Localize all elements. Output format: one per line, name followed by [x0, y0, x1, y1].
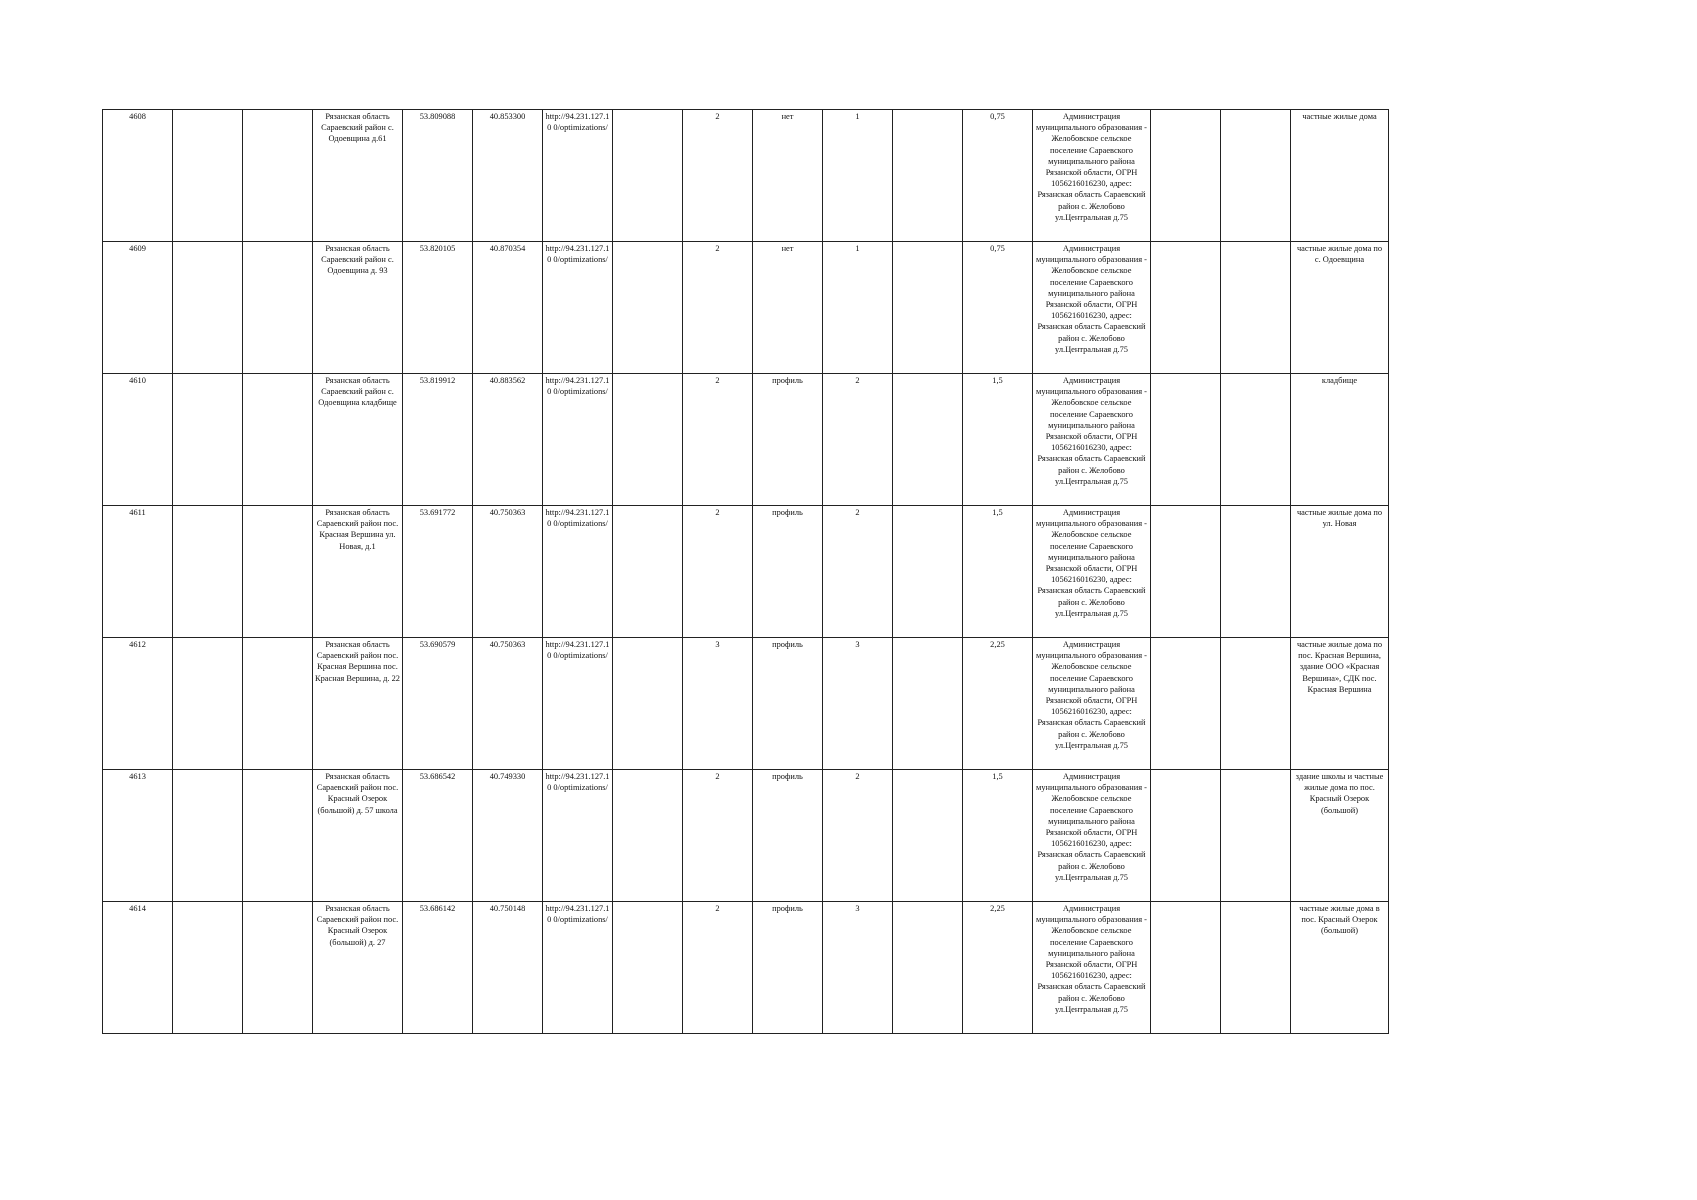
cell-url: http://94.231.127.10 0/optimizations/	[543, 770, 613, 902]
cell-address: Рязанская область Сараевский район с. Одоевщина д.61	[313, 110, 403, 242]
cell-empty-1	[173, 374, 243, 506]
cell-url: http://94.231.127.10 0/optimizations/	[543, 242, 613, 374]
cell-owner: Администрация муниципального образования - Желобовское сельское поселение Сараевского муниципального района Рязанской области, ОГРН 1056216016230, адрес: Рязанская область Сараевский район с. Желобово ул.Центральная д.75	[1033, 374, 1151, 506]
cell-latitude: 53.686542	[403, 770, 473, 902]
cell-empty-6	[1221, 374, 1291, 506]
cell-empty-4	[893, 638, 963, 770]
cell-count-2: 2	[823, 770, 893, 902]
cell-id: 4612	[103, 638, 173, 770]
cell-containers-count: 2	[683, 242, 753, 374]
cell-longitude: 40.853300	[473, 110, 543, 242]
table-row	[103, 638, 1389, 770]
cell-id: 4613	[103, 770, 173, 902]
cell-empty-4	[893, 770, 963, 902]
cell-address: Рязанская область Сараевский район пос. Красный Озерок (большой) д. 27	[313, 902, 403, 1034]
cell-latitude: 53.819912	[403, 374, 473, 506]
cell-longitude: 40.750363	[473, 638, 543, 770]
cell-empty-6	[1221, 902, 1291, 1034]
table-row	[103, 242, 1389, 374]
cell-count-2: 1	[823, 110, 893, 242]
cell-url: http://94.231.127.10 0/optimizations/	[543, 638, 613, 770]
cell-empty-3	[613, 242, 683, 374]
cell-longitude: 40.750363	[473, 506, 543, 638]
cell-empty-3	[613, 506, 683, 638]
cell-empty-4	[893, 374, 963, 506]
table-row	[103, 506, 1389, 638]
cell-containers-count: 2	[683, 770, 753, 902]
cell-volume: 0,75	[963, 110, 1033, 242]
cell-sources: частные жилые дома по ул. Новая	[1291, 506, 1389, 638]
cell-count-2: 1	[823, 242, 893, 374]
cell-empty-4	[893, 242, 963, 374]
cell-latitude: 53.690579	[403, 638, 473, 770]
cell-volume: 2,25	[963, 638, 1033, 770]
cell-longitude: 40.870354	[473, 242, 543, 374]
cell-empty-1	[173, 506, 243, 638]
cell-address: Рязанская область Сараевский район пос. Красная Вершина пос. Красная Вершина, д. 22	[313, 638, 403, 770]
cell-empty-5	[1151, 374, 1221, 506]
cell-empty-4	[893, 902, 963, 1034]
cell-empty-2	[243, 242, 313, 374]
cell-url: http://94.231.127.10 0/optimizations/	[543, 110, 613, 242]
cell-empty-4	[893, 506, 963, 638]
cell-owner: Администрация муниципального образования - Желобовское сельское поселение Сараевского муниципального района Рязанской области, ОГРН 1056216016230, адрес: Рязанская область Сараевский район с. Желобово ул.Центральная д.75	[1033, 638, 1151, 770]
cell-latitude: 53.686142	[403, 902, 473, 1034]
cell-empty-5	[1151, 110, 1221, 242]
cell-volume: 2,25	[963, 902, 1033, 1034]
cell-container-type: профиль	[753, 770, 823, 902]
cell-sources: частные жилые дома по с. Одоевщина	[1291, 242, 1389, 374]
cell-empty-3	[613, 770, 683, 902]
cell-longitude: 40.750148	[473, 902, 543, 1034]
cell-owner: Администрация муниципального образования - Желобовское сельское поселение Сараевского муниципального района Рязанской области, ОГРН 1056216016230, адрес: Рязанская область Сараевский район с. Желобово ул.Центральная д.75	[1033, 770, 1151, 902]
registry-table	[102, 109, 1389, 1034]
cell-container-type: нет	[753, 242, 823, 374]
cell-id: 4610	[103, 374, 173, 506]
cell-latitude: 53.820105	[403, 242, 473, 374]
cell-empty-6	[1221, 770, 1291, 902]
cell-empty-2	[243, 110, 313, 242]
cell-empty-2	[243, 374, 313, 506]
cell-container-type: профиль	[753, 638, 823, 770]
cell-volume: 1,5	[963, 374, 1033, 506]
cell-containers-count: 2	[683, 374, 753, 506]
cell-address: Рязанская область Сараевский район пос. Красный Озерок (большой) д. 57 школа	[313, 770, 403, 902]
cell-id: 4611	[103, 506, 173, 638]
cell-sources: кладбище	[1291, 374, 1389, 506]
cell-empty-1	[173, 242, 243, 374]
cell-count-2: 3	[823, 638, 893, 770]
cell-empty-6	[1221, 242, 1291, 374]
table-row	[103, 770, 1389, 902]
cell-empty-3	[613, 110, 683, 242]
cell-url: http://94.231.127.10 0/optimizations/	[543, 374, 613, 506]
cell-id: 4614	[103, 902, 173, 1034]
cell-url: http://94.231.127.10 0/optimizations/	[543, 506, 613, 638]
cell-id: 4608	[103, 110, 173, 242]
cell-container-type: нет	[753, 110, 823, 242]
cell-empty-1	[173, 770, 243, 902]
table-row	[103, 374, 1389, 506]
cell-volume: 0,75	[963, 242, 1033, 374]
cell-empty-2	[243, 638, 313, 770]
cell-sources: частные жилые дома	[1291, 110, 1389, 242]
cell-address: Рязанская область Сараевский район с. Одоевщина д. 93	[313, 242, 403, 374]
cell-empty-6	[1221, 506, 1291, 638]
table-row	[103, 110, 1389, 242]
cell-sources: частные жилые дома в пос. Красный Озерок (большой)	[1291, 902, 1389, 1034]
cell-owner: Администрация муниципального образования - Желобовское сельское поселение Сараевского муниципального района Рязанской области, ОГРН 1056216016230, адрес: Рязанская область Сараевский район с. Желобово ул.Центральная д.75	[1033, 110, 1151, 242]
cell-containers-count: 3	[683, 638, 753, 770]
cell-address: Рязанская область Сараевский район с. Одоевщина кладбище	[313, 374, 403, 506]
cell-container-type: профиль	[753, 374, 823, 506]
cell-count-2: 3	[823, 902, 893, 1034]
cell-empty-5	[1151, 638, 1221, 770]
cell-empty-5	[1151, 770, 1221, 902]
cell-empty-3	[613, 374, 683, 506]
cell-url: http://94.231.127.10 0/optimizations/	[543, 902, 613, 1034]
cell-empty-6	[1221, 638, 1291, 770]
cell-owner: Администрация муниципального образования - Желобовское сельское поселение Сараевского муниципального района Рязанской области, ОГРН 1056216016230, адрес: Рязанская область Сараевский район с. Желобово ул.Центральная д.75	[1033, 242, 1151, 374]
cell-address: Рязанская область Сараевский район пос. Красная Вершина ул. Новая, д.1	[313, 506, 403, 638]
table-row	[103, 902, 1389, 1034]
cell-empty-5	[1151, 902, 1221, 1034]
cell-sources: частные жилые дома по пос. Красная Вершина, здание ООО «Красная Вершина», СДК пос. Красная Вершина	[1291, 638, 1389, 770]
cell-longitude: 40.883562	[473, 374, 543, 506]
cell-count-2: 2	[823, 506, 893, 638]
cell-count-2: 2	[823, 374, 893, 506]
cell-empty-2	[243, 902, 313, 1034]
cell-containers-count: 2	[683, 902, 753, 1034]
cell-container-type: профиль	[753, 902, 823, 1034]
cell-containers-count: 2	[683, 506, 753, 638]
cell-empty-1	[173, 110, 243, 242]
cell-longitude: 40.749330	[473, 770, 543, 902]
cell-empty-5	[1151, 506, 1221, 638]
cell-container-type: профиль	[753, 506, 823, 638]
cell-empty-2	[243, 506, 313, 638]
cell-owner: Администрация муниципального образования - Желобовское сельское поселение Сараевского муниципального района Рязанской области, ОГРН 1056216016230, адрес: Рязанская область Сараевский район с. Желобово ул.Центральная д.75	[1033, 506, 1151, 638]
cell-id: 4609	[103, 242, 173, 374]
cell-volume: 1,5	[963, 506, 1033, 638]
cell-empty-3	[613, 638, 683, 770]
cell-containers-count: 2	[683, 110, 753, 242]
cell-empty-1	[173, 638, 243, 770]
cell-empty-6	[1221, 110, 1291, 242]
cell-empty-2	[243, 770, 313, 902]
cell-volume: 1,5	[963, 770, 1033, 902]
cell-latitude: 53.809088	[403, 110, 473, 242]
cell-sources: здание школы и частные жилые дома по пос. Красный Озерок (большой)	[1291, 770, 1389, 902]
cell-empty-5	[1151, 242, 1221, 374]
cell-latitude: 53.691772	[403, 506, 473, 638]
cell-owner: Администрация муниципального образования - Желобовское сельское поселение Сараевского муниципального района Рязанской области, ОГРН 1056216016230, адрес: Рязанская область Сараевский район с. Желобово ул.Центральная д.75	[1033, 902, 1151, 1034]
cell-empty-3	[613, 902, 683, 1034]
cell-empty-1	[173, 902, 243, 1034]
cell-empty-4	[893, 110, 963, 242]
